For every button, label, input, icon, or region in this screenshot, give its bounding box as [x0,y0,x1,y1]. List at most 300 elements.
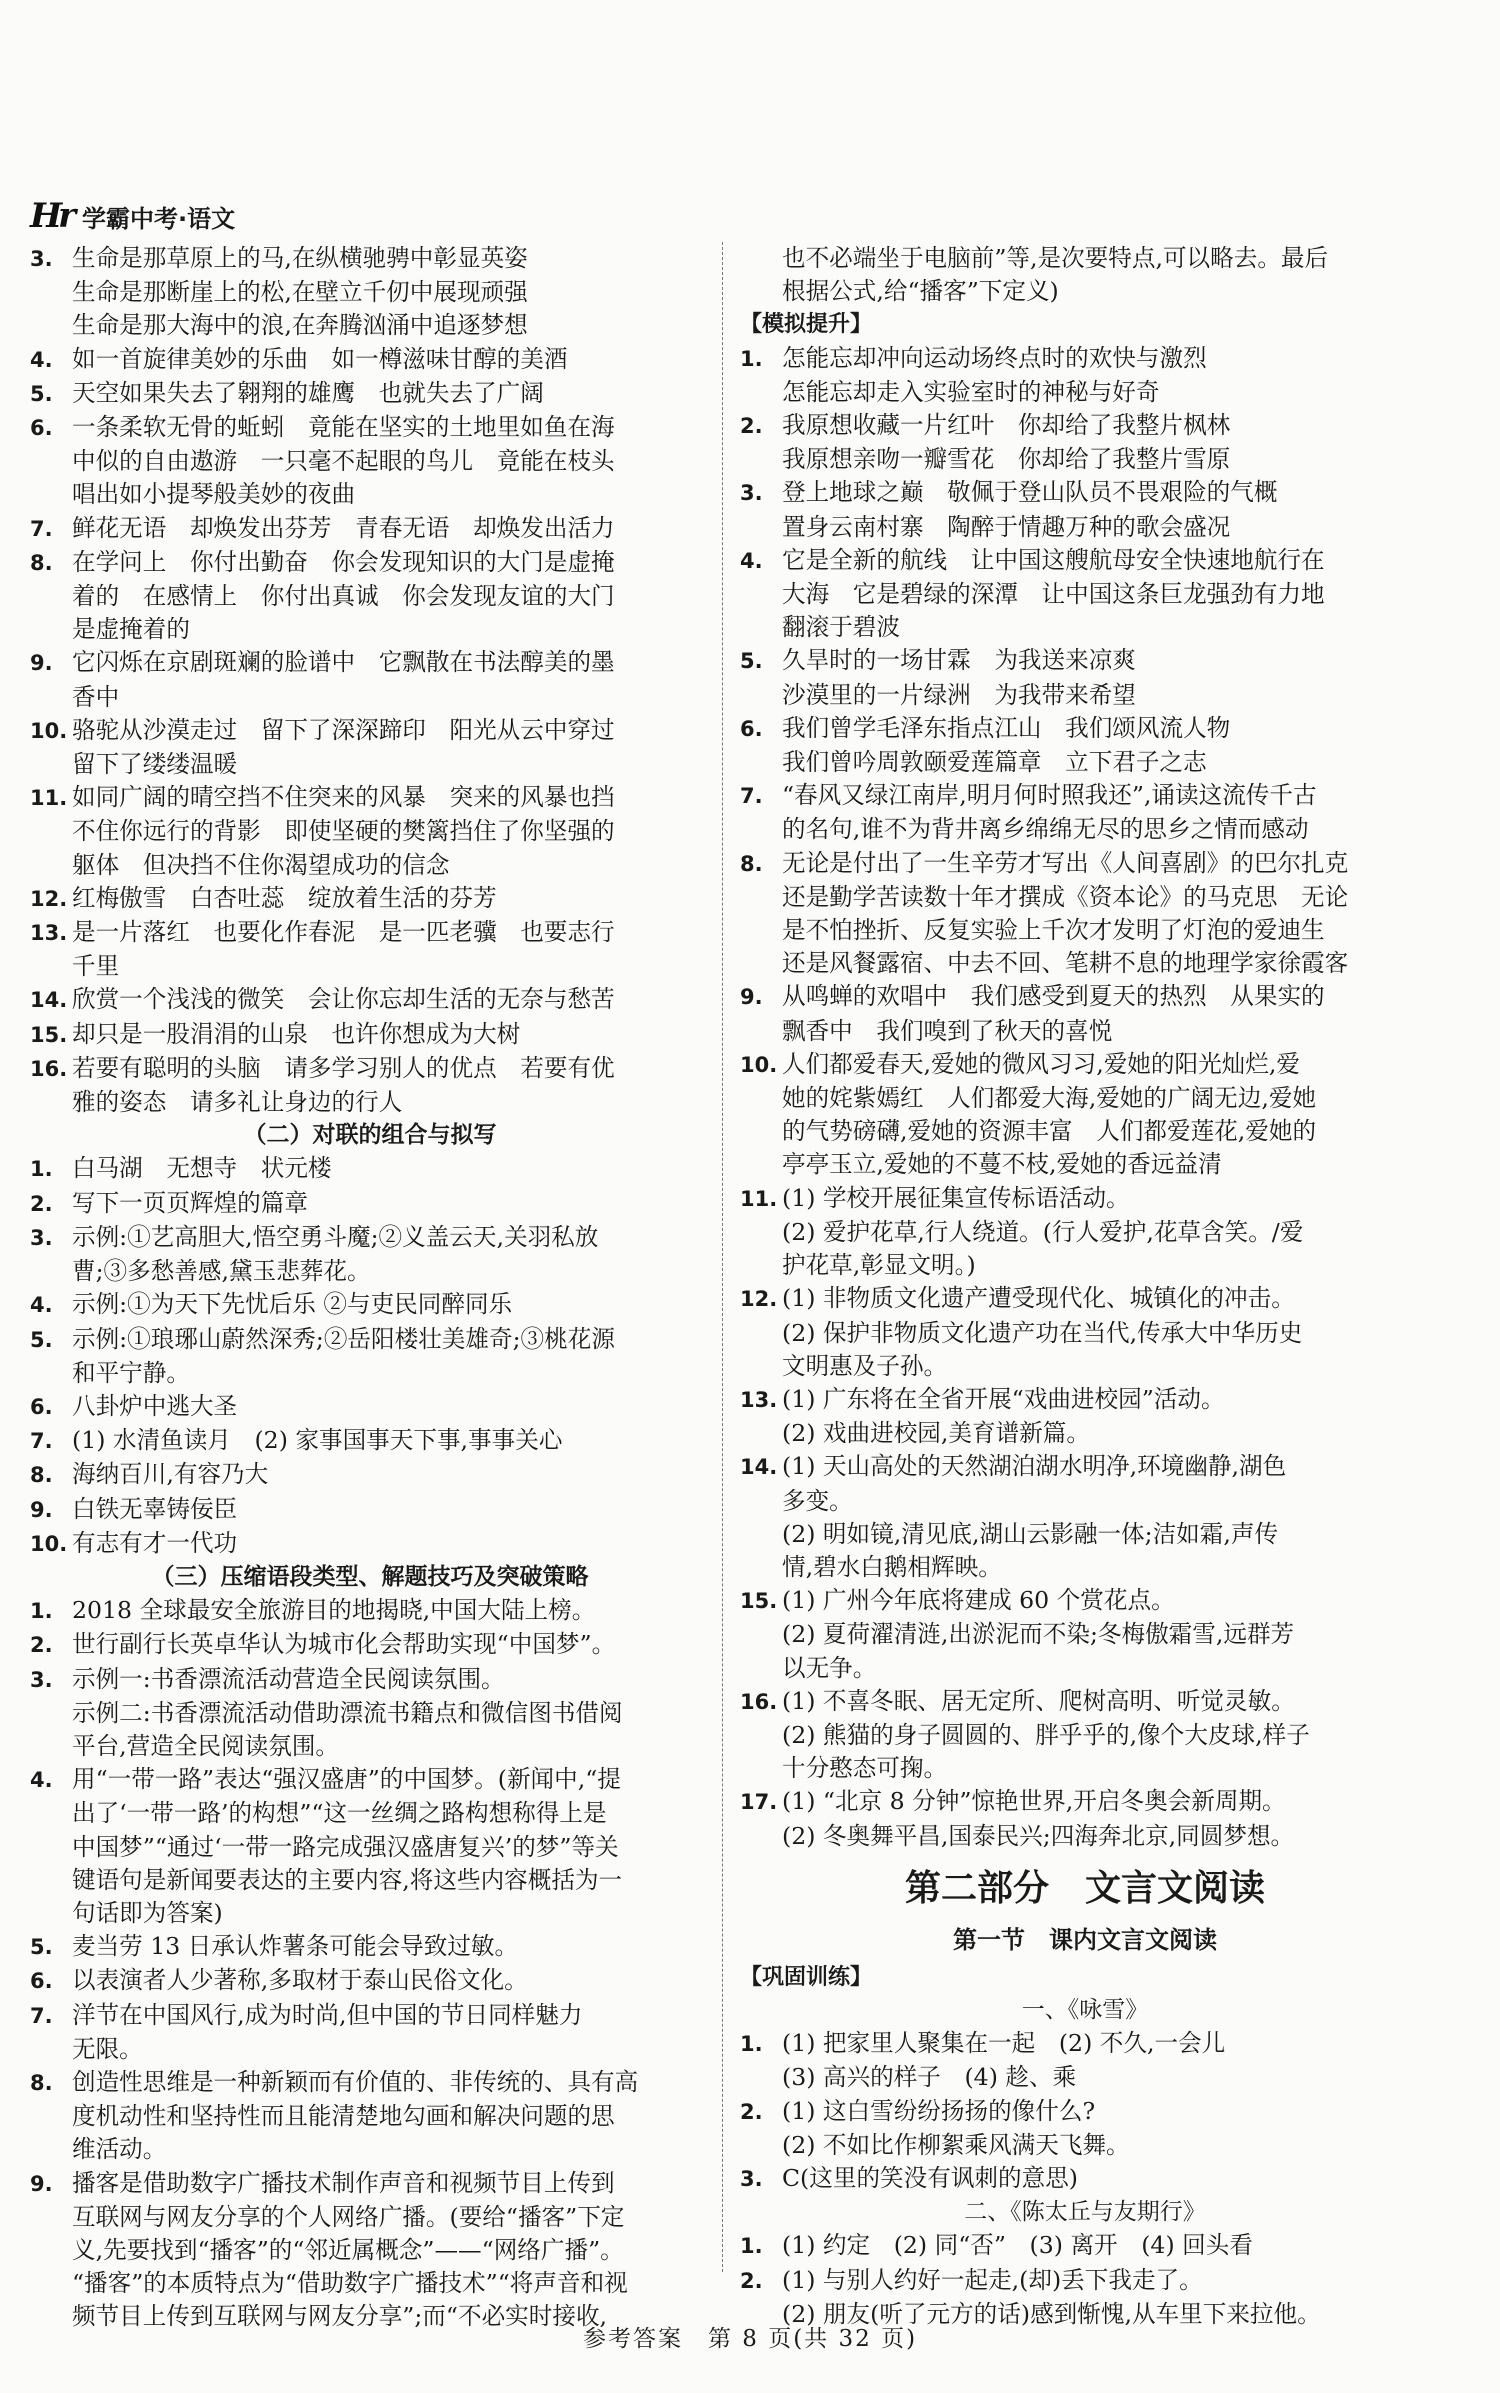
answer-item [30,1288,710,1322]
page-header [30,196,235,236]
line-text: 示例:①为天下先忧后乐 ②与吏民同醉同乐 [72,1290,513,1319]
answer-line [740,376,1430,409]
item-number: 12. [30,886,68,911]
line-text: 飘香中 我们嗅到了秋天的喜悦 [782,1016,1113,1045]
line-text: 是虚掩着的 [72,615,190,644]
answer-line [740,476,1430,510]
answer-line [740,1216,1430,1249]
line-text: (2) 保护非物质文化遗产功在当代,传承大中华历史 [782,1318,1303,1347]
line-text: 海纳百川,有容乃大 [72,1460,269,1489]
answer-line [740,1417,1430,1450]
item-number: 17. [740,1790,778,1815]
answer-line [740,1551,1430,1584]
line-text: 是不怕挫折、反复实验上千次才发明了灯泡的爱迪生 [782,916,1325,945]
answer-line [30,276,710,309]
answer-line [740,746,1430,779]
line-text: 它是全新的航线 让中国这艘航母安全快速地航行在 [782,545,1325,574]
item-number: 6. [30,416,53,441]
line-text: 她的姹紫嫣红 人们都爱大海,爱她的广阔无边,爱她 [782,1084,1317,1113]
section-heading: （二）对联的组合与拟写 [243,1122,497,1149]
answer-item [740,2162,1430,2196]
item-number: 1. [740,2234,763,2259]
bracket-heading: 【巩固训练】 [740,1964,873,1990]
line-text: 生命是那草原上的马,在纵横驰骋中彰显英姿 [72,244,528,272]
answer-item [30,1424,710,1458]
line-text: 情,碧水白鹅相辉映。 [782,1552,1002,1581]
answer-line [740,2264,1430,2298]
item-number: 7. [740,784,763,809]
item-number: 10. [740,1052,778,1077]
line-text: (1) 不喜冬眠、居无定所、爬树高明、听觉灵敏。 [782,1686,1295,1715]
line-text: 出了‘一带一路’的构想”“这一丝绸之路构想称得上是 [72,1799,607,1828]
answer-item [30,916,710,983]
line-text: 示例:①琅琊山蔚然深秀;②岳阳楼壮美雄奇;③桃花源 [72,1324,615,1353]
answer-item [30,2066,710,2167]
line-text: 生命是那断崖上的松,在壁立千仞中展现顽强 [72,278,528,307]
item-number: 3. [740,481,763,506]
answer-item [740,1584,1430,1685]
item-number: 12. [740,1287,778,1312]
answer-line [30,714,710,748]
item-number: 6. [30,1394,53,1419]
answer-line [740,1350,1430,1383]
line-text: 频节目上传到互联网与网友分享”;而“不必实时接收, [72,2302,608,2331]
line-text: 我们曾学毛泽东指点江山 我们颂风流人物 [782,713,1231,742]
line-text: 大海 它是碧绿的深潭 让中国这条巨龙强劲有力地 [782,580,1325,609]
line-text: 沙漠里的一片绿洲 为我带来希望 [782,680,1136,709]
answer-line [30,849,710,882]
column-divider [722,242,723,2272]
answer-line [740,1383,1430,1417]
answer-line [30,815,710,848]
text-title: 一、《咏雪》 [1021,1996,1149,2023]
bracket-heading: 【模拟提升】 [740,312,873,338]
answer-line [30,681,710,714]
item-number: 7. [30,2003,53,2028]
answer-item [740,644,1430,711]
answer-item [30,1527,710,1561]
answer-item [30,377,710,411]
line-text: 置身云南村寨 陶醉于情趣万种的歌会盛况 [782,512,1231,541]
line-text: 中国梦”“通过‘一带一路完成强汉盛唐复兴’的梦”等关 [72,1832,619,1861]
item-number: 7. [30,516,53,541]
answer-line [30,1221,710,1255]
answer-line [740,1148,1430,1181]
item-number: 1. [30,1599,53,1624]
line-text: 多变。 [782,1486,853,1515]
line-text: (2) 冬奥舞平昌,国泰民兴;四海奔北京,同圆梦想。 [782,1821,1295,1850]
answer-line [30,2100,710,2133]
item-number: 7. [30,1429,53,1454]
answer-item [30,646,710,713]
item-number: 3. [30,1225,53,1250]
line-text: 人们都爱春天,爱她的微风习习,爱她的阳光灿烂,爱 [782,1049,1300,1078]
answer-item [30,1187,710,1221]
answer-line [740,1820,1430,1853]
line-text: 还是风餐露宿、中去不回、笔耕不息的地理学家徐霞客 [782,949,1349,978]
line-text: 红梅傲雪 白杏吐蕊 绽放着生活的芬芳 [72,883,497,912]
line-text: 如同广阔的晴空挡不住突来的风暴 突来的风暴也挡 [72,783,615,812]
line-text: 久旱时的一场甘霖 为我送来凉爽 [782,646,1136,675]
answer-line [740,242,1430,275]
answer-line [30,1628,710,1662]
answer-line [30,512,710,546]
line-text: (1) 天山高处的天然湖泊湖水明净,环境幽静,湖色 [782,1452,1287,1481]
answer-line [30,1390,710,1424]
item-number: 9. [30,1497,53,1522]
line-text: (1) 把家里人聚集在一起 (2) 不久,一会儿 [782,2029,1226,2058]
answer-line [30,343,710,377]
answer-item [30,781,710,882]
answer-item [30,983,710,1017]
answer-line [30,1527,710,1561]
line-text: (2) 朋友(听了元方的话)感到惭愧,从车里下来拉他。 [782,2299,1321,2328]
item-number: 5. [30,1327,53,1352]
line-text: 以无争。 [782,1653,877,1682]
answer-line [30,377,710,411]
answer-line [30,1288,710,1322]
answer-item [740,712,1430,779]
answer-item [740,1450,1430,1584]
answer-line [30,916,710,950]
answer-line [30,2267,710,2300]
line-text: 十分憨态可掬。 [782,1754,948,1783]
answer-line [740,2095,1430,2129]
answer-item [740,2095,1430,2162]
answer-item [30,1663,710,1764]
answer-line [30,1052,710,1086]
answer-line [740,409,1430,443]
item-number: 2. [740,414,763,439]
line-text: 亭亭玉立,爱她的不蔓不枝,爱她的香远益清 [782,1150,1222,1179]
answer-line [30,1323,710,1357]
item-number: 11. [30,786,68,811]
page-footer: 参考答案 第 8 页(共 32 页) [582,2326,918,2352]
answer-item [30,512,710,546]
answer-item [740,1383,1430,1450]
answer-line [30,1831,710,1864]
item-number: 5. [740,649,763,674]
answer-line [30,1930,710,1964]
item-number: 3. [740,2166,763,2191]
line-text: (1) 学校开展征集宣传标语活动。 [782,1183,1130,1212]
line-text: 有志有才一代功 [72,1528,238,1557]
line-text: (1) 与别人约好一起走,(却)丢下我走了。 [782,2265,1203,2294]
answer-line [740,1115,1430,1148]
answer-item [30,882,710,916]
line-text: 键语句是新闻要表达的主要内容,将这些内容概括为一 [72,1865,623,1894]
line-text: 我原想收藏一片红叶 你却给了我整片枫林 [782,411,1231,440]
line-text: 八卦炉中逃大圣 [72,1391,238,1420]
item-number: 8. [30,2070,53,2095]
line-text: 世行副行长英卓华认为城市化会帮助实现“中国梦”。 [72,1630,616,1659]
answer-line [740,947,1430,980]
answer-item [30,1221,710,1288]
answer-line [30,1964,710,1998]
answer-line [740,2129,1430,2162]
answer-line [30,445,710,478]
answer-line [30,781,710,815]
answer-line [30,411,710,445]
line-text: 无限。 [72,2034,143,2063]
answer-item [30,1930,710,1964]
answer-line [740,2229,1430,2263]
item-number: 9. [740,985,763,1010]
line-text: 是一片落红 也要化作春泥 是一匹老骥 也要志行 [72,918,615,947]
answer-line [740,1752,1430,1785]
part-heading: 第二部分 文言文阅读 [904,1867,1265,1909]
line-text: 文明惠及子孙。 [782,1351,948,1380]
answer-item [740,544,1430,645]
line-text: (1) “北京 8 分钟”惊艳世界,开启冬奥会新周期。 [782,1787,1286,1816]
line-text: 播客是借助数字广播技术制作声音和视频节目上传到 [72,2168,615,2197]
item-number: 4. [30,347,53,372]
answer-line [30,478,710,511]
answer-line [740,1584,1430,1618]
line-text: 鲜花无语 却焕发出芬芳 青春无语 却焕发出活力 [72,513,615,542]
answer-item [30,1152,710,1186]
line-text: (2) 熊猫的身子圆圆的、胖乎乎的,像个大皮球,样子 [782,1720,1310,1749]
line-text: (1) 水清鱼读月 (2) 家事国事天下事,事事关心 [72,1426,563,1455]
answer-line [740,2027,1430,2061]
answer-line [30,1663,710,1697]
answer-line [30,882,710,916]
line-text: 白铁无辜铸佞臣 [72,1494,238,1523]
answer-line [740,1282,1430,1316]
item-number: 13. [740,1387,778,1412]
line-text: 一条柔软无骨的蚯蚓 竟能在坚实的土地里如鱼在海 [72,413,615,442]
answer-line [30,1357,710,1390]
line-text: 不住你远行的背影 即使坚硬的樊篱挡住了你坚强的 [72,817,615,846]
answer-line [740,578,1430,611]
answer-line [30,2234,710,2267]
line-text: (2) 不如比作柳絮乘风满天飞舞。 [782,2130,1130,2159]
answer-item [740,1282,1430,1383]
answer-line [30,1763,710,1797]
line-text: (3) 高兴的样子 (4) 趁、乘 [782,2063,1077,2092]
answer-line [30,1730,710,1763]
answer-line [30,2201,710,2234]
answer-item [740,409,1430,476]
answer-line [30,242,710,276]
line-text: 无论是付出了一生辛劳才写出《人间喜剧》的巴尔扎克 [782,848,1349,877]
answer-line [30,1493,710,1527]
line-text: 写下一页页辉煌的篇章 [72,1188,308,1217]
answer-line [30,1864,710,1897]
answer-line [30,2066,710,2100]
answer-line [740,679,1430,712]
answer-item [30,1323,710,1390]
answer-item [30,411,710,512]
line-text: 还是勤学苦读数十年才撰成《资本论》的马克思 无论 [782,882,1349,911]
line-text: 骆驼从沙漠走过 留下了深深蹄印 阳光从云中穿过 [72,715,615,744]
answer-line [30,646,710,680]
answer-line [740,611,1430,644]
answer-item [30,1390,710,1424]
answer-line [30,1897,710,1930]
line-text: 麦当劳 13 日承认炸薯条可能会导致过敏。 [72,1932,519,1961]
line-text: 若要有聪明的头脑 请多学习别人的优点 若要有优 [72,1053,615,1082]
item-number: 13. [30,921,68,946]
line-text: 平台,营造全民阅读氛围。 [72,1731,340,1760]
line-text: 护花草,彰显文明。) [782,1251,976,1280]
line-text: 生命是那大海中的浪,在奔腾汹涌中追逐梦想 [72,311,528,340]
line-text: 以表演者人少著称,多取材于泰山民俗文化。 [72,1966,528,1995]
answer-item [30,1964,710,1998]
item-number: 10. [30,1531,68,1556]
chapter-heading: 第一节 课内文言文阅读 [953,1925,1217,1954]
line-text: 却只是一股涓涓的山泉 也许你想成为大树 [72,1019,521,1048]
line-text: 翻滚于碧波 [782,613,900,642]
line-text: 千里 [72,952,120,981]
answer-item [740,779,1430,846]
line-text: 和平宁静。 [72,1358,190,1387]
item-number: 4. [30,1768,53,1793]
answer-line [30,1424,710,1458]
line-text: 着的 在感情上 你付出真诚 你会发现友谊的大门 [72,582,615,611]
answer-line [30,950,710,983]
answer-line [740,511,1430,544]
answer-line [740,644,1430,678]
answer-line [740,342,1430,376]
line-text: C(这里的笑没有讽刺的意思) [782,2163,1078,2192]
line-text: 我原想亲吻一瓣雪花 你却给了我整片雪原 [782,445,1231,474]
item-number: 11. [740,1186,778,1211]
answer-item [740,342,1430,409]
item-number: 8. [740,851,763,876]
line-text: 度机动性和坚持性而且能清楚地勾画和解决问题的思 [72,2102,615,2131]
line-text: 登上地球之巅 敬佩于登山队员不畏艰险的气概 [782,478,1278,507]
item-number: 2. [30,1633,53,1658]
line-text: 中似的自由遨游 一只毫不起眼的鸟儿 竟能在枝头 [72,447,615,476]
answer-line [740,1182,1430,1216]
answer-item [740,2027,1430,2094]
line-text: 示例二:书香漂流活动借助漂流书籍点和微信图书借阅 [72,1698,623,1727]
answer-line [30,1797,710,1830]
answer-line [30,2033,710,2066]
answer-item [30,2167,710,2334]
item-number: 4. [740,548,763,573]
answer-line [30,2167,710,2201]
item-number: 8. [30,1463,53,1488]
answer-item [740,1182,1430,1283]
left-column [30,242,710,2334]
line-text: 的名句,谁不为背井离乡绵绵无尽的思乡之情而感动 [782,815,1309,844]
line-text: (1) 广东将在全省开展“戏曲进校园”活动。 [782,1384,1225,1413]
item-number: 1. [740,2032,763,2057]
item-number: 4. [30,1293,53,1318]
answer-line [30,1018,710,1052]
line-text: 维活动。 [72,2135,167,2164]
answer-item [740,1685,1430,1786]
line-text: (2) 明如镜,清见底,湖山云影融一体;洁如霜,声传 [782,1519,1279,1548]
line-text: 义,先要找到“播客”的“邻近属概念”——“网络广播”。 [72,2235,624,2264]
item-number: 14. [30,988,68,1013]
item-number: 8. [30,550,53,575]
line-text: (2) 夏荷濯清涟,出淤泥而不染;冬梅傲霜雪,远群芳 [782,1620,1295,1649]
answer-item [30,1493,710,1527]
line-text: 白马湖 无想寺 状元楼 [72,1154,332,1183]
answer-line [30,613,710,646]
answer-line [30,1187,710,1221]
answer-item [30,1458,710,1492]
answer-item [740,1048,1430,1182]
answer-line [30,1458,710,1492]
line-text: 躯体 但决挡不住你渴望成功的信念 [72,850,450,879]
answer-line [740,443,1430,476]
answer-line [740,1785,1430,1819]
answer-line [30,2133,710,2166]
line-text: (1) 非物质文化遗产遭受现代化、城镇化的冲击。 [782,1284,1295,1313]
line-text: 香中 [72,682,120,711]
line-text: 它闪烁在京剧斑斓的脸谱中 它飘散在书法醇美的墨 [72,648,615,677]
answer-item [30,1018,710,1052]
answer-item [740,2229,1430,2263]
answer-item [30,242,710,343]
item-number: 5. [30,381,53,406]
item-number: 1. [740,346,763,371]
answer-line [740,275,1430,308]
line-text: “春风又绿江南岸,明月何时照我还”,诵读这流传千古 [782,781,1317,810]
answer-line [30,1152,710,1186]
answer-item [30,1999,710,2066]
answer-item [30,1763,710,1930]
answer-line [740,1485,1430,1518]
line-text: (1) 约定 (2) 同“否” (3) 离开 (4) 回头看 [782,2231,1253,2260]
item-number: 9. [30,651,53,676]
answer-line [740,980,1430,1014]
line-text: 用“一带一路”表达“强汉盛唐”的中国梦。(新闻中,“提 [72,1765,621,1794]
answer-item [30,714,710,781]
text-title: 二、《陈太丘与友期行》 [964,2199,1206,2226]
answer-item [30,1628,710,1662]
answer-line [740,1048,1430,1082]
line-text: 在学问上 你付出勤奋 你会发现知识的大门是虚掩 [72,547,615,576]
answer-item [30,1052,710,1119]
line-text: 唱出如小提琴般美妙的夜曲 [72,480,356,509]
item-number: 3. [30,1667,53,1692]
line-text: 怎能忘却走入实验室时的神秘与好奇 [782,377,1160,406]
item-number: 6. [740,716,763,741]
section-heading: （三）压缩语段类型、解题技巧及突破策略 [151,1563,589,1590]
line-text: (2) 爱护花草,行人绕道。(行人爱护,花草含笑。/爱 [782,1217,1304,1246]
line-text: 根据公式,给“播客”下定义) [782,277,1059,306]
answer-line [740,2162,1430,2196]
item-number: 2. [740,2099,763,2124]
answer-line [740,1719,1430,1752]
answer-line [740,2061,1430,2094]
item-number: 10. [30,718,68,743]
answer-line [740,1015,1430,1048]
answer-line [740,1618,1430,1651]
line-text: 天空如果失去了翱翔的雄鹰 也就失去了广阔 [72,378,544,407]
answer-line [30,546,710,580]
answer-line [740,813,1430,846]
line-text: 的气势磅礴,爱她的资源丰富 人们都爱莲花,爱她的 [782,1117,1317,1146]
line-text: 互联网与网友分享的个人网络广播。(要给“播客”下定 [72,2202,625,2231]
line-text: (1) 广州今年底将建成 60 个赏花点。 [782,1586,1175,1615]
answer-line [740,1685,1430,1719]
answer-line [740,1317,1430,1350]
answer-line [740,1450,1430,1484]
line-text: 洋节在中国风行,成为时尚,但中国的节日同样魅力 [72,2000,583,2029]
answer-item [740,980,1430,1047]
answer-line [740,881,1430,914]
line-text: 2018 全球最安全旅游目的地揭晓,中国大陆上榜。 [72,1596,596,1625]
item-number: 2. [30,1191,53,1216]
item-number: 5. [30,1935,53,1960]
line-text: (1) 这白雪纷纷扬扬的像什么? [782,2096,1096,2125]
